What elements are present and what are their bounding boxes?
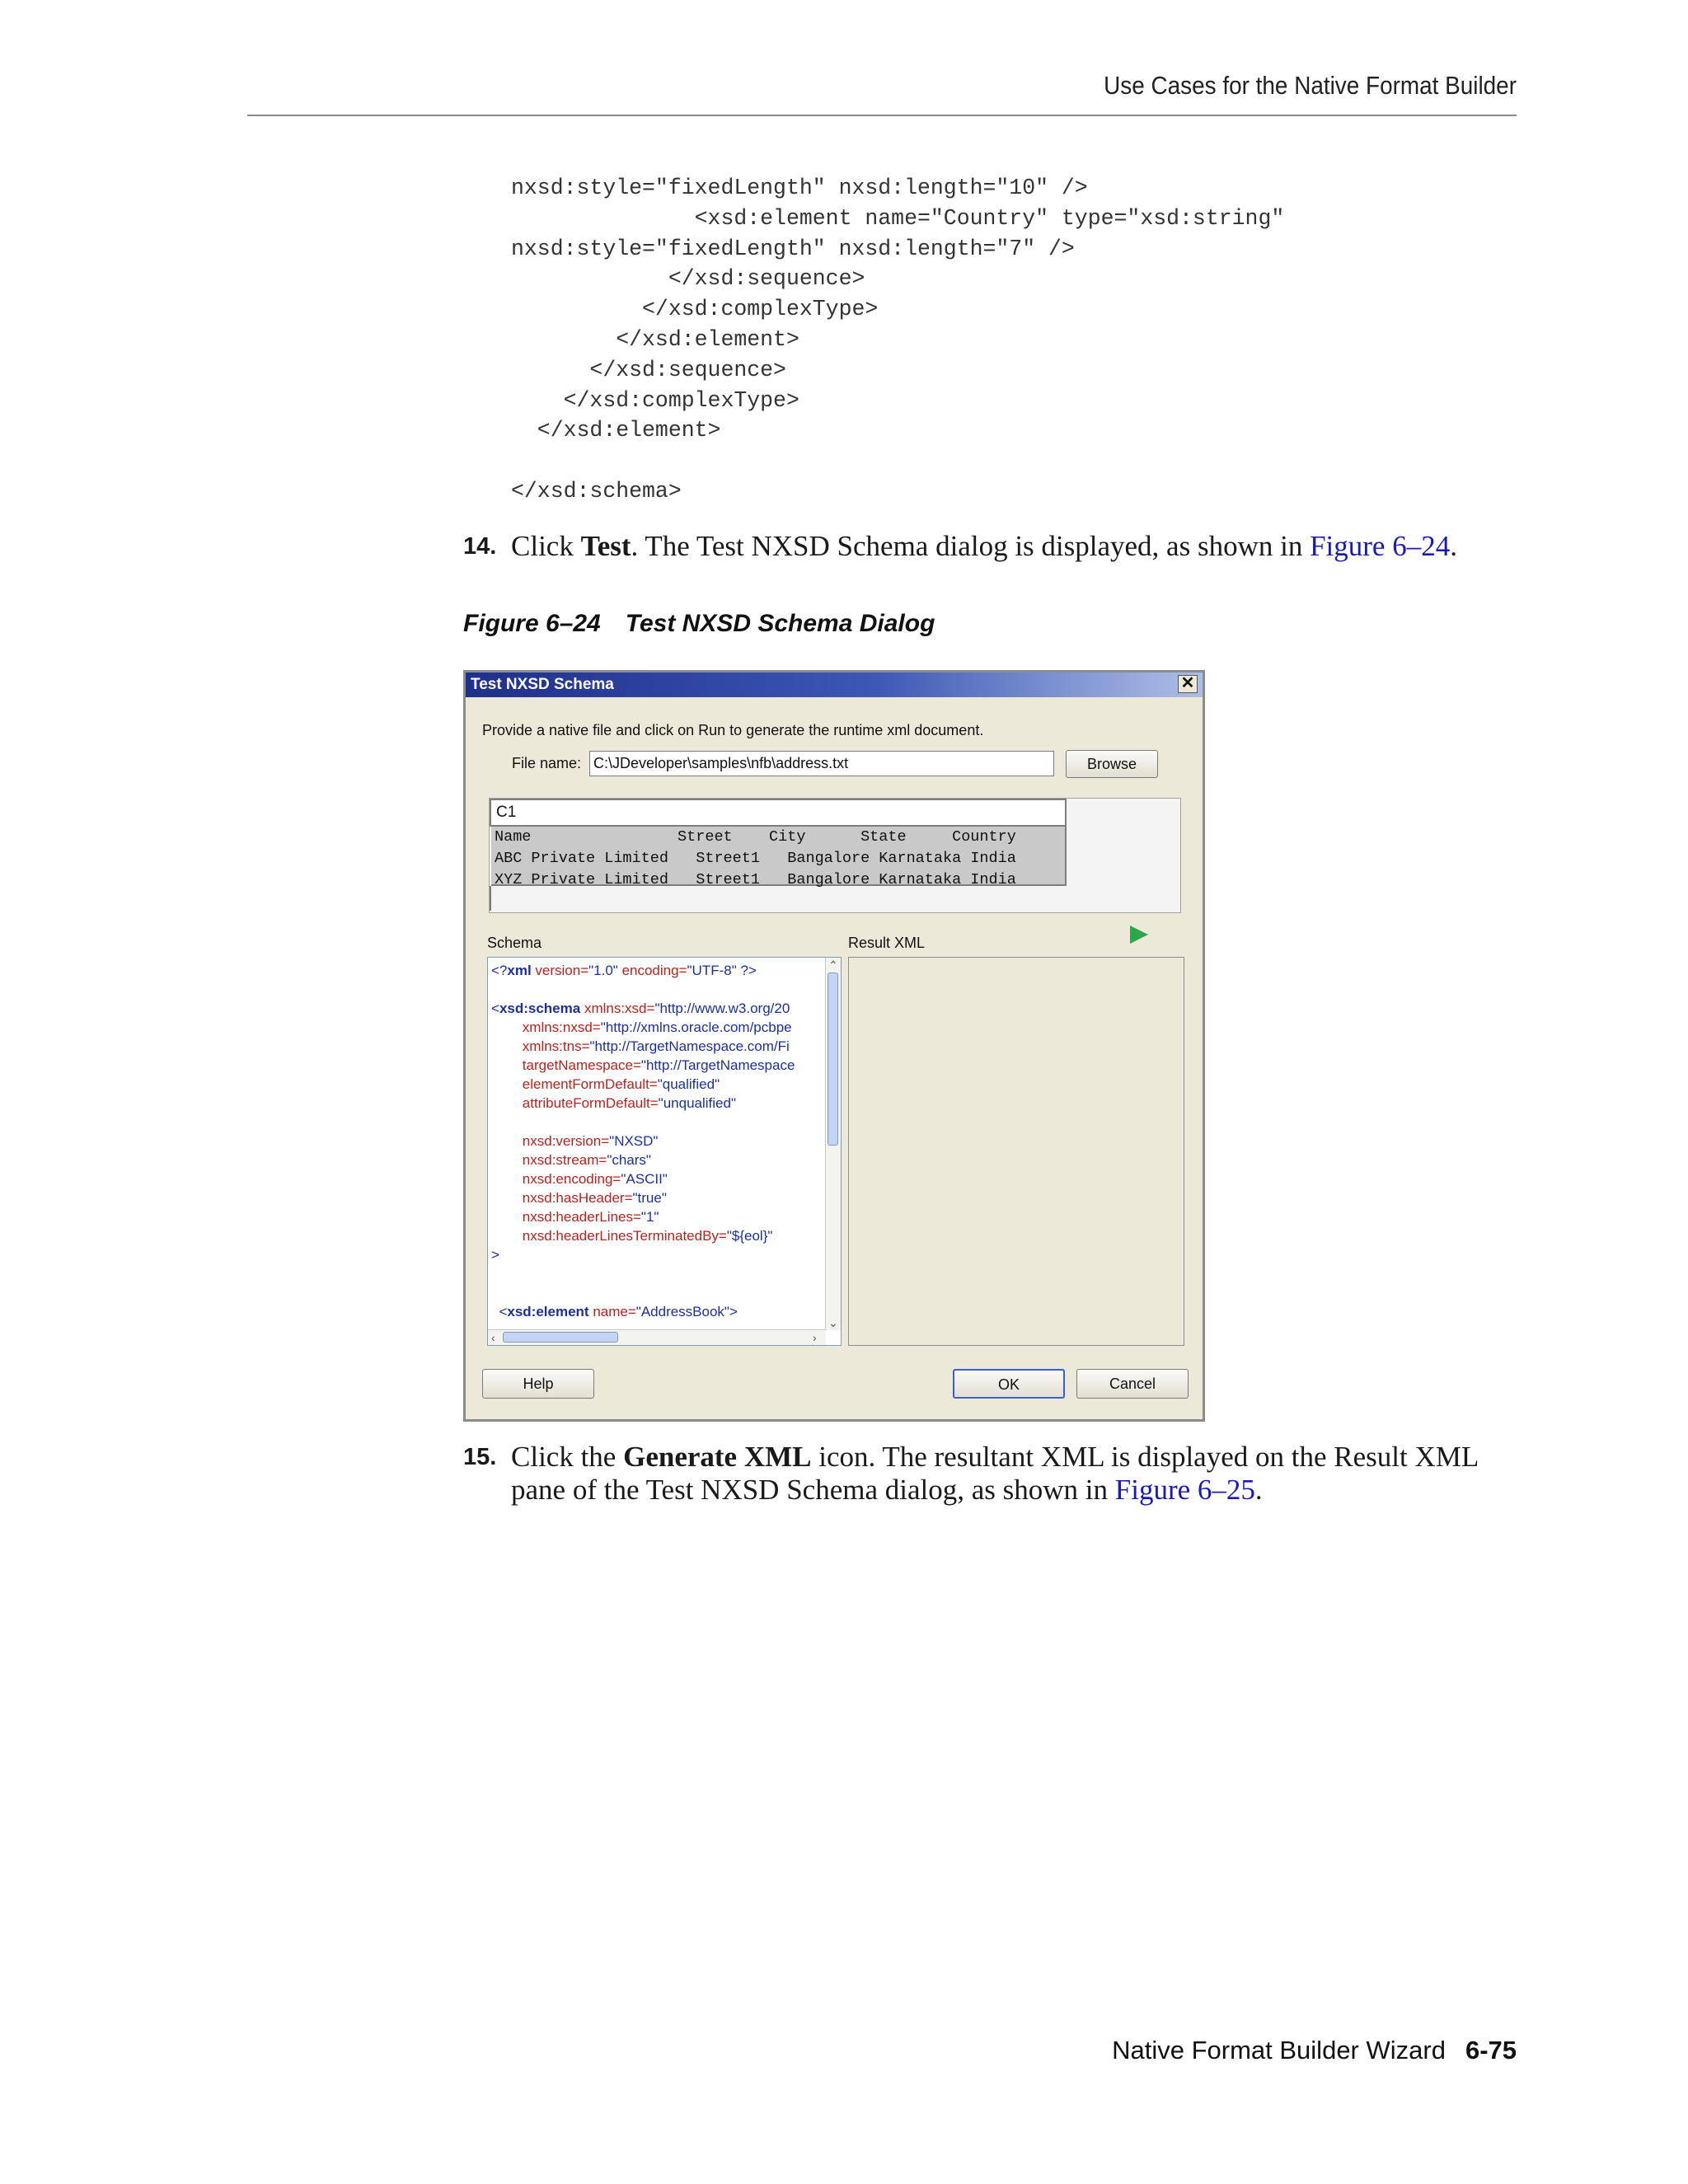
result-xml-label: Result XML — [848, 935, 926, 951]
cancel-button[interactable]: Cancel — [1076, 1369, 1189, 1399]
schema-horizontal-scrollbar[interactable] — [488, 1329, 826, 1345]
step-14-text-end: . — [1450, 530, 1457, 562]
step-14-bold: Test — [580, 530, 631, 562]
step-14-text-mid: . The Test NXSD Schema dialog is displayed, as shown in — [631, 530, 1311, 562]
code-line: </xsd:complexType> — [511, 387, 799, 413]
horizontal-scroll-thumb[interactable] — [503, 1332, 618, 1343]
step-15-bold: Generate XML — [623, 1441, 812, 1473]
figure-label: Figure 6–24 — [463, 610, 601, 637]
dialog-title: Test NXSD Schema — [471, 676, 614, 693]
page-number: 6-75 — [1465, 2036, 1517, 2064]
scroll-down-icon[interactable]: ⌄ — [828, 1316, 838, 1329]
result-xml-pane[interactable] — [848, 957, 1184, 1346]
footer-title: Native Format Builder Wizard — [1112, 2036, 1446, 2064]
figure-6-25-link[interactable]: Figure 6–25 — [1114, 1474, 1255, 1506]
step-14-text: Click — [511, 530, 581, 562]
schema-label: Schema — [487, 935, 542, 951]
generate-xml-run-icon[interactable] — [1130, 926, 1148, 944]
native-data-preview — [489, 798, 1181, 913]
code-line: </xsd:complexType> — [511, 297, 879, 322]
scroll-right-icon[interactable]: › — [813, 1331, 817, 1344]
code-line: </xsd:sequence> — [511, 357, 786, 382]
figure-title: Test NXSD Schema Dialog — [625, 610, 935, 637]
page-footer — [247, 2036, 1517, 2065]
schema-source: <?xml version="1.0" encoding="UTF-8" ?> <xsd:schema xmlns:xsd="http://www.w3.org/20 xmlns:nxsd="http://xmlns.oracle.com/pcbpe xmlns:tns="http://TargetNamespace.com/Fi targetNamespace="http://TargetNamespace elementFormDefault="qualified" attributeFormDefault="unqualified" nxsd:version="NXSD" nxsd:stream="chars" nxsd:encoding="ASCII" nxsd:hasHeader="true" nxsd:headerLines="1" nxsd:headerLinesTerminatedBy="${eol}" > <xsd:element name="AddressBook"> — [491, 963, 795, 1319]
step-15-text-end: . — [1254, 1474, 1263, 1506]
scroll-up-icon[interactable]: ⌃ — [828, 958, 838, 972]
step-15-text-mid: icon. The resultant XML is displayed on the Result XML pane of the Test NXSD Schema dialog, as shown in — [511, 1441, 1478, 1506]
code-line: <xsd:element name="Country" type="xsd:string" — [511, 205, 1285, 231]
code-line: </xsd:schema> — [511, 478, 682, 504]
table-row: ABC Private Limited Street1 Bangalore Karnataka India — [495, 850, 1016, 867]
step-15-number: 15. — [463, 1444, 497, 1470]
code-line: nxsd:style="fixedLength" nxsd:length="10" /> — [511, 176, 1088, 200]
schema-vertical-scrollbar[interactable] — [825, 958, 841, 1330]
figure-caption — [463, 610, 935, 638]
dialog-instruction: Provide a native file and click on Run to generate the runtime xml document. — [482, 722, 984, 738]
file-name-input[interactable]: C:\JDeveloper\samples\nfb\address.txt — [589, 751, 1054, 776]
code-line: </xsd:element> — [511, 418, 721, 443]
running-head: Use Cases for the Native Format Builder — [1104, 71, 1517, 100]
close-icon: ✕ — [1180, 674, 1195, 692]
step-15-text: Click the — [511, 1441, 624, 1473]
code-line: nxsd:style="fixedLength" nxsd:length="7" /> — [511, 236, 1075, 261]
table-row: Name Street City State Country — [495, 828, 1016, 846]
close-button[interactable] — [1178, 675, 1198, 693]
scroll-left-icon[interactable]: ‹ — [491, 1331, 495, 1344]
vertical-scroll-thumb[interactable] — [828, 972, 838, 1146]
help-button[interactable]: Help — [482, 1369, 594, 1399]
step-14-number: 14. — [463, 533, 497, 560]
table-row: XYZ Private Limited Street1 Bangalore Karnataka India — [495, 871, 1016, 888]
step-15 — [463, 1441, 1526, 1507]
preview-column-header: C1 — [490, 799, 1067, 827]
code-line: </xsd:sequence> — [511, 266, 865, 292]
schema-editor[interactable] — [487, 957, 842, 1346]
test-nxsd-schema-dialog — [463, 670, 1205, 1422]
code-listing — [511, 173, 1284, 507]
preview-table — [491, 827, 1067, 886]
browse-button[interactable]: Browse — [1066, 750, 1158, 778]
preview-divider — [490, 886, 491, 911]
file-name-label: File name: — [512, 755, 582, 771]
figure-6-24-link[interactable]: Figure 6–24 — [1310, 530, 1451, 562]
ok-button[interactable]: OK — [953, 1369, 1065, 1399]
step-14 — [463, 530, 1526, 563]
dialog-titlebar — [466, 673, 1203, 697]
code-line: </xsd:element> — [511, 326, 799, 352]
header-rule — [247, 115, 1517, 116]
